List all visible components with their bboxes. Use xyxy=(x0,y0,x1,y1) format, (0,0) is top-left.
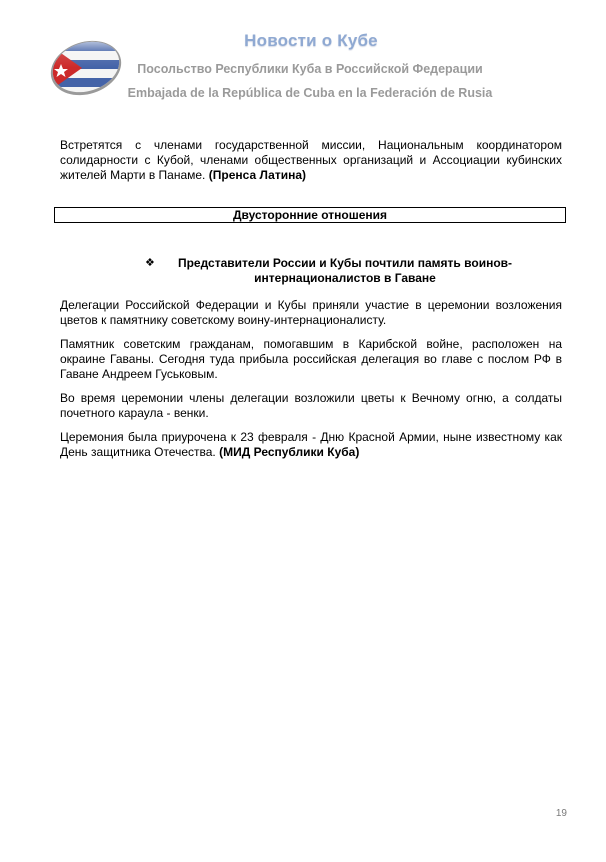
article-paragraph: Во время церемонии члены делегации возложили цветы к Вечному огню, а солдаты почетного караула - венки. xyxy=(60,391,562,420)
page-number: 19 xyxy=(555,808,567,819)
section-header xyxy=(54,207,566,223)
article-body xyxy=(60,298,562,469)
article-paragraph: Делегации Российской Федерации и Кубы приняли участие в церемонии возложения цветов к памятнику советскому воину-интернационалисту. xyxy=(60,298,562,327)
embassy-name-ru: Посольство Республики Куба в Российской Федерации xyxy=(137,62,483,76)
diamond-bullet-icon: ❖ xyxy=(145,257,155,269)
article-paragraph: Памятник советским гражданам, помогавшим в Карибской войне, расположен на окраине Гаваны. Сегодня туда прибыла российская делегация во главе с послом РФ в Гаване Андреем Гуськовым. xyxy=(60,337,562,381)
section-title: Двусторонние отношения xyxy=(232,208,388,222)
article-paragraph-text: Церемония была приурочена к 23 февраля - Дню Красной Армии, ныне известному как День защитника Отечества. xyxy=(60,430,562,459)
article-headline-text: Представители России и Кубы почтили память воинов-интернационалистов в Гаване xyxy=(177,256,513,285)
article-last-paragraph xyxy=(60,430,562,460)
embassy-name-es: Embajada de la República de Cuba en la Federación de Rusia xyxy=(127,86,493,100)
intro-text: Встретятся с членами государственной миссии, Национальным координатором солидарности с Кубой, членами общественных организаций и Ассоциации кубинских жителей Марти в Панаме. xyxy=(60,138,562,182)
newsletter-title: Новости о Кубе xyxy=(244,31,378,50)
cuba-flag-oval-logo xyxy=(48,38,124,96)
article-headline xyxy=(145,256,525,286)
intro-paragraph xyxy=(60,138,562,183)
intro-source: (Пренса Латина) xyxy=(208,168,307,182)
article-source: (МИД Республики Куба) xyxy=(219,445,360,459)
